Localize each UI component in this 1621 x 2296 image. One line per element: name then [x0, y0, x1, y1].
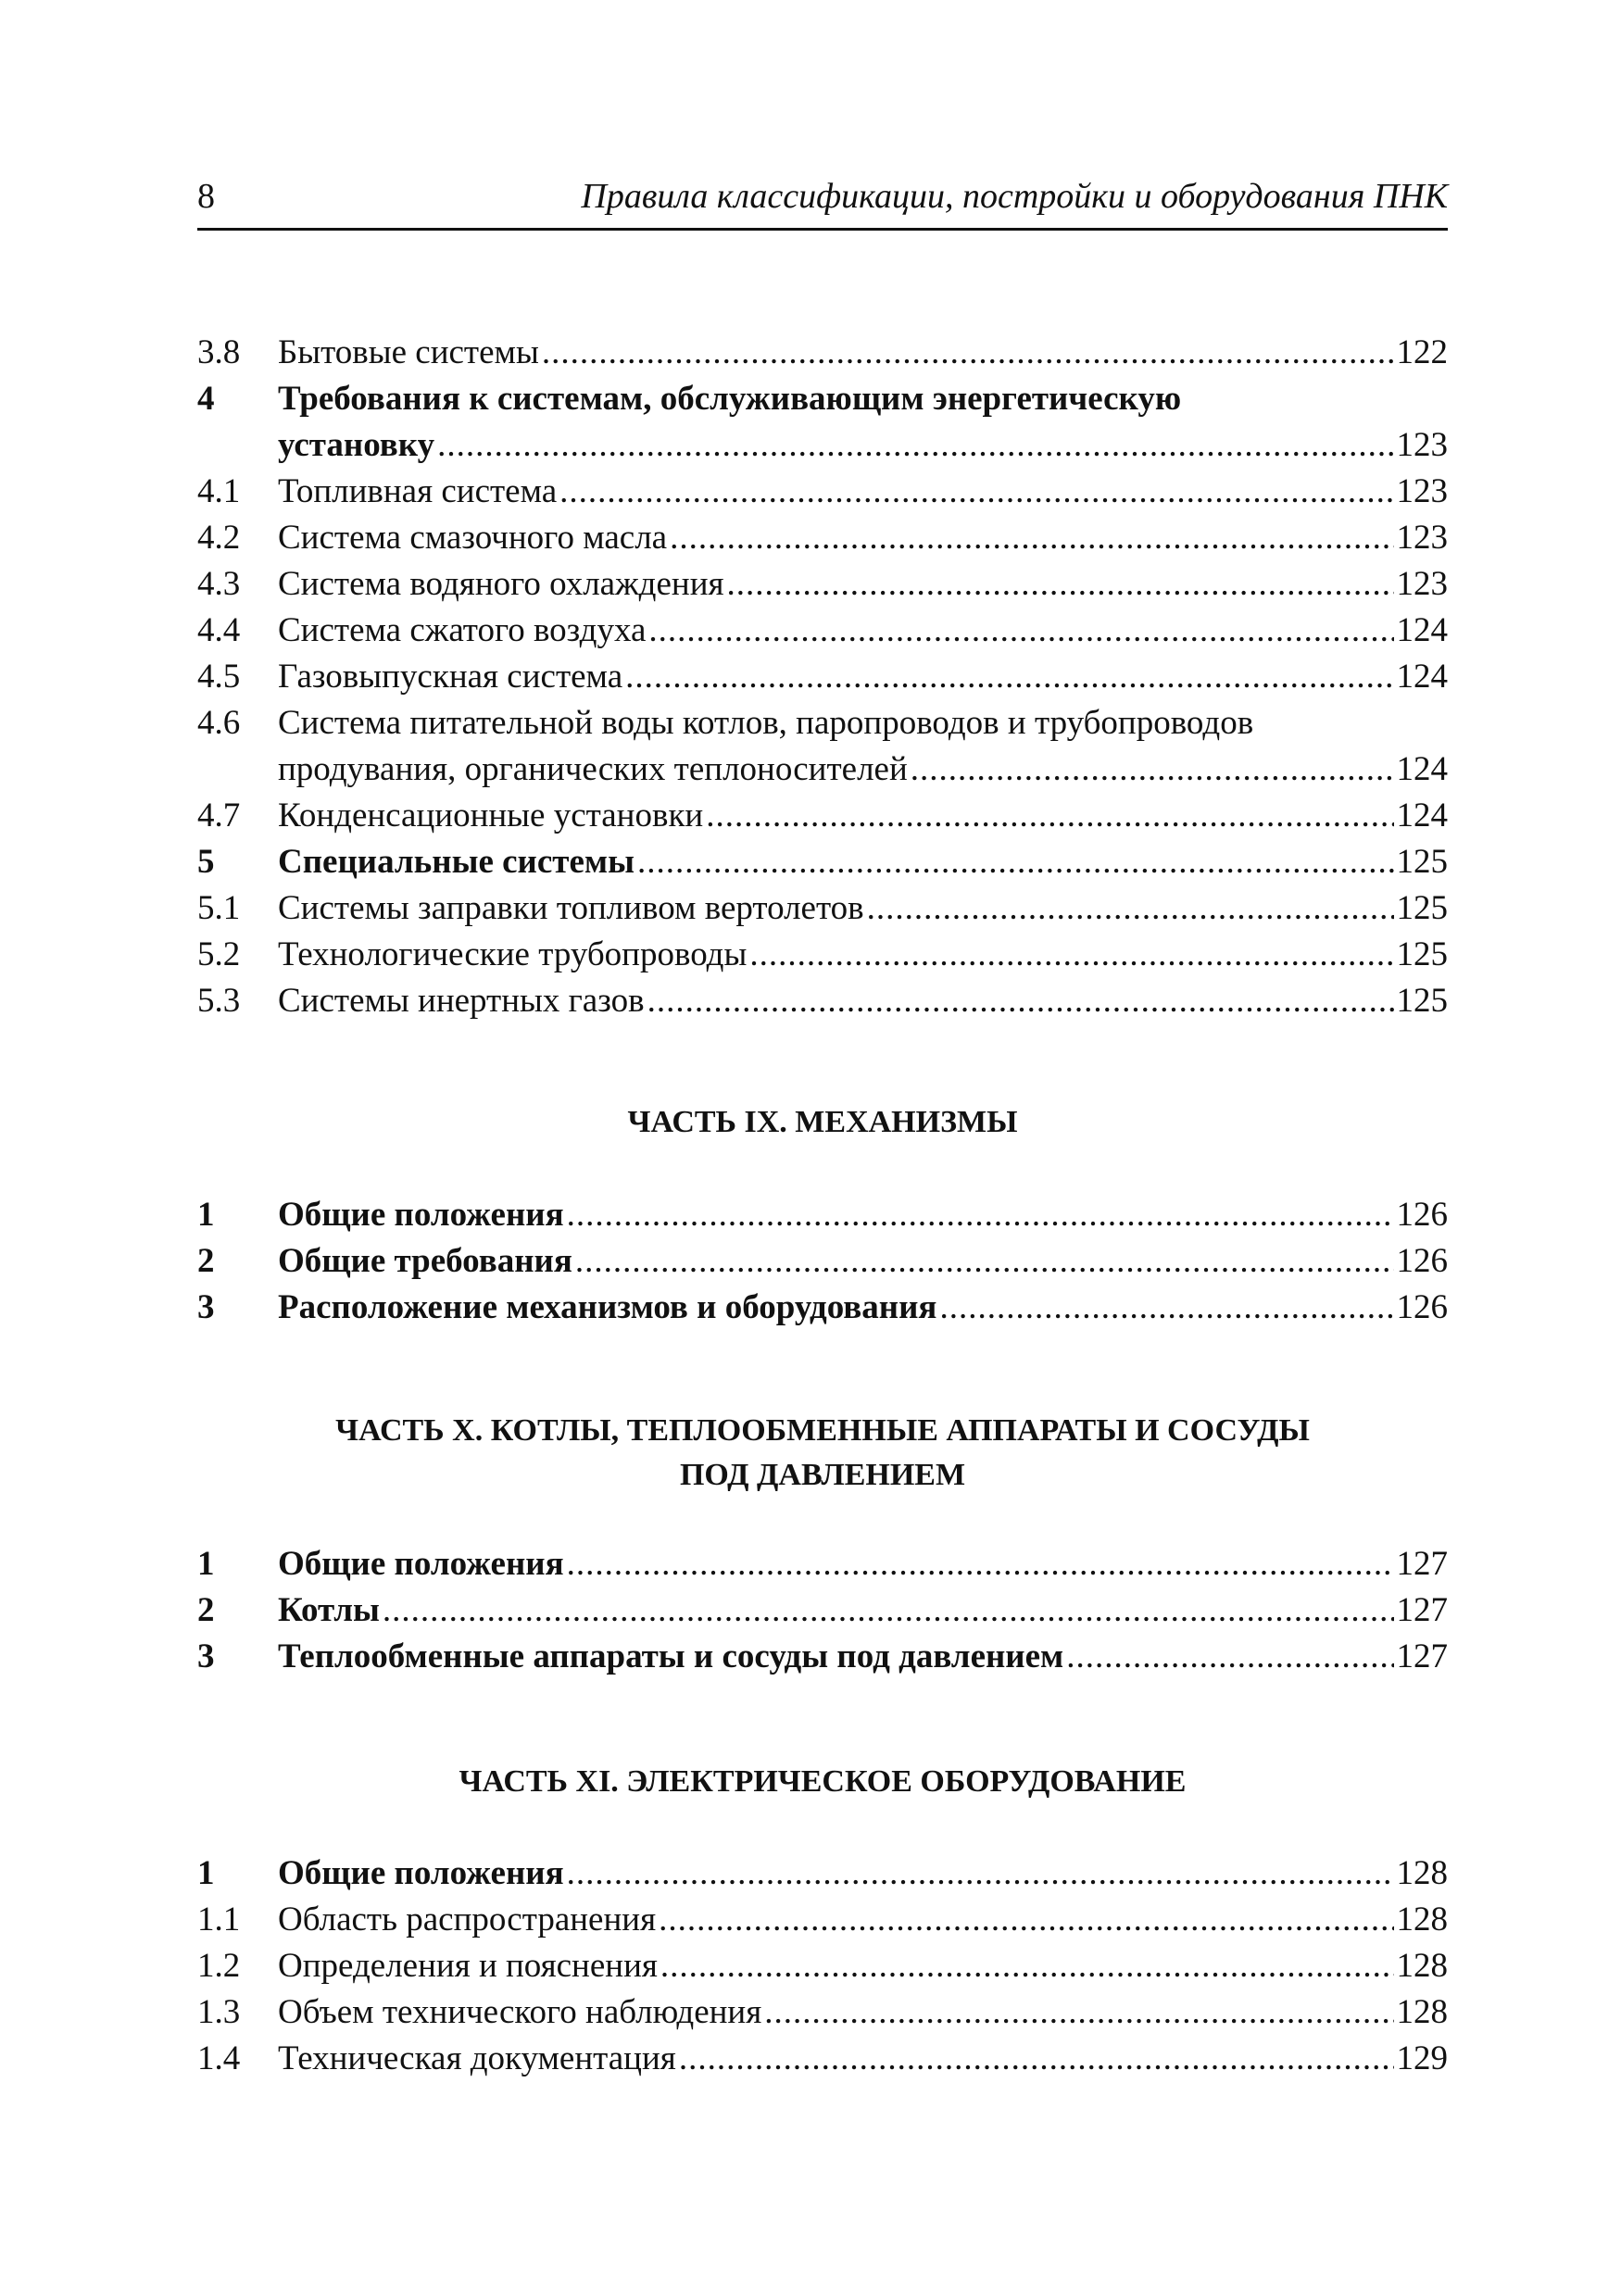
part-10-title-line2: ПОД ДАВЛЕНИЕМ [679, 1458, 966, 1492]
entry-title: Общие положения [278, 1545, 564, 1583]
leader-dots [437, 422, 1393, 469]
entry-number: 1.2 [197, 1947, 241, 1985]
entry-number: 2 [197, 1591, 215, 1629]
entry-title-line1: Система питательной воды котлов, паропроводов и трубопроводов [278, 704, 1254, 742]
entry-page: 123 [1396, 519, 1448, 557]
entry-title: Системы инертных газов [278, 982, 645, 1020]
entry-title: Система водяного охлаждения [278, 565, 724, 603]
entry-page: 123 [1396, 565, 1448, 603]
toc-entry-continuation[interactable] [197, 747, 1448, 793]
entry-number: 5.2 [197, 935, 241, 973]
leader-dots [727, 561, 1394, 608]
entry-page: 125 [1396, 889, 1448, 927]
leader-dots [659, 1897, 1393, 1943]
leader-dots [567, 1541, 1394, 1587]
entry-number: 4.1 [197, 472, 241, 510]
entry-page: 123 [1396, 472, 1448, 510]
entry-number: 5 [197, 843, 215, 881]
toc-entry[interactable] [197, 978, 1448, 1024]
toc-entry[interactable] [197, 2036, 1448, 2082]
toc-entry[interactable] [197, 1943, 1448, 1989]
entry-number: 4.2 [197, 519, 241, 557]
toc-entry[interactable] [197, 654, 1448, 700]
entry-page: 123 [1396, 426, 1448, 464]
part-9-title: ЧАСТЬ IX. МЕХАНИЗМЫ [627, 1105, 1018, 1139]
toc-block-part-9 [197, 1192, 1448, 1331]
entry-title: Система сжатого воздуха [278, 611, 647, 649]
leader-dots [559, 469, 1393, 515]
entry-page: 124 [1396, 658, 1448, 696]
entry-number: 2 [197, 1242, 215, 1280]
toc-entry[interactable] [197, 839, 1448, 885]
entry-page: 122 [1396, 333, 1448, 371]
toc-entry[interactable] [197, 793, 1448, 839]
toc-entry[interactable] [197, 469, 1448, 515]
entry-title: Теплообменные аппараты и сосуды под давлением [278, 1637, 1064, 1675]
entry-page: 126 [1396, 1242, 1448, 1280]
toc-entry[interactable] [197, 608, 1448, 654]
leader-dots [648, 608, 1393, 654]
entry-page: 128 [1396, 1854, 1448, 1892]
leader-dots [670, 515, 1393, 561]
entry-title: Техническая документация [278, 2039, 676, 2077]
entry-page: 126 [1396, 1196, 1448, 1234]
entry-page: 128 [1396, 1993, 1448, 2031]
entry-page: 127 [1396, 1591, 1448, 1629]
entry-title: Система смазочного масла [278, 519, 668, 557]
leader-dots [749, 932, 1393, 978]
leader-dots [764, 1989, 1393, 2036]
leader-dots [647, 978, 1394, 1024]
toc-entry[interactable] [197, 515, 1448, 561]
entry-number: 1.3 [197, 1993, 241, 2031]
entry-number: 1 [197, 1545, 215, 1583]
toc-entry[interactable] [197, 330, 1448, 376]
entry-number: 1 [197, 1854, 215, 1892]
entry-title: Специальные системы [278, 843, 635, 881]
entry-title: Газовыпускная система [278, 658, 623, 696]
entry-page: 126 [1396, 1288, 1448, 1326]
leader-dots [679, 2036, 1394, 2082]
entry-title: Топливная система [278, 472, 558, 510]
toc-entry-multiline[interactable] [197, 376, 1448, 422]
entry-number: 3 [197, 1288, 215, 1326]
entry-title: Общие положения [278, 1196, 564, 1234]
entry-title-line1: Требования к системам, обслуживающим энергетическую [278, 380, 1182, 418]
toc-entry[interactable] [197, 1285, 1448, 1331]
leader-dots [575, 1238, 1394, 1285]
toc-entry[interactable] [197, 932, 1448, 978]
leader-dots [1066, 1634, 1393, 1680]
entry-title: Конденсационные установки [278, 797, 704, 834]
toc-entry[interactable] [197, 885, 1448, 932]
entry-number: 1 [197, 1196, 215, 1234]
entry-page: 128 [1396, 1901, 1448, 1938]
toc-block-systems [197, 330, 1448, 1024]
toc-block-part-10 [197, 1541, 1448, 1680]
entry-title: Бытовые системы [278, 333, 539, 371]
part-11-title: ЧАСТЬ XI. ЭЛЕКТРИЧЕСКОЕ ОБОРУДОВАНИЕ [459, 1764, 1187, 1799]
entry-number: 4.3 [197, 565, 241, 603]
entry-number: 4.4 [197, 611, 241, 649]
leader-dots [911, 747, 1394, 793]
toc-entry-multiline[interactable] [197, 700, 1448, 747]
toc-entry[interactable] [197, 1587, 1448, 1634]
page-number: 8 [197, 177, 215, 216]
leader-dots [567, 1851, 1394, 1897]
entry-page: 124 [1396, 797, 1448, 834]
entry-page: 129 [1396, 2039, 1448, 2077]
entry-title: Объем технического наблюдения [278, 1993, 762, 2031]
toc-entry[interactable] [197, 1238, 1448, 1285]
leader-dots [706, 793, 1393, 839]
toc-entry[interactable] [197, 1192, 1448, 1238]
entry-page: 128 [1396, 1947, 1448, 1985]
entry-title: Общие требования [278, 1242, 572, 1280]
entry-page: 125 [1396, 843, 1448, 881]
entry-page: 124 [1396, 611, 1448, 649]
page-header [197, 176, 1448, 231]
entry-title: Расположение механизмов и оборудования [278, 1288, 937, 1326]
leader-dots [567, 1192, 1394, 1238]
leader-dots [867, 885, 1394, 932]
toc-entry[interactable] [197, 1897, 1448, 1943]
entry-title: Технологические трубопроводы [278, 935, 748, 973]
entry-page: 127 [1396, 1545, 1448, 1583]
entry-title: Определения и пояснения [278, 1947, 658, 1985]
entry-number: 5.3 [197, 982, 241, 1020]
entry-number: 4.7 [197, 797, 241, 834]
entry-number: 1.1 [197, 1901, 241, 1938]
leader-dots [383, 1587, 1394, 1634]
leader-dots [939, 1285, 1393, 1331]
entry-number: 1.4 [197, 2039, 241, 2077]
entry-number: 4 [197, 380, 215, 418]
entry-number: 3.8 [197, 333, 241, 371]
leader-dots [625, 654, 1393, 700]
entry-title: продувания, органических теплоносителей [278, 750, 908, 788]
leader-dots [660, 1943, 1394, 1989]
toc-entry-continuation[interactable] [197, 422, 1448, 469]
entry-title: Системы заправки топливом вертолетов [278, 889, 864, 927]
entry-number: 3 [197, 1637, 215, 1675]
part-10-title-line1: ЧАСТЬ X. КОТЛЫ, ТЕПЛООБМЕННЫЕ АППАРАТЫ И СОСУДЫ [335, 1413, 1310, 1448]
entry-title: Котлы [278, 1591, 380, 1629]
toc-entry[interactable] [197, 1634, 1448, 1680]
leader-dots [637, 839, 1394, 885]
running-title: Правила классификации, постройки и оборудования ПНК [581, 177, 1448, 216]
part-10-title [197, 1409, 1448, 1498]
entry-number: 4.5 [197, 658, 241, 696]
toc-entry[interactable] [197, 1851, 1448, 1897]
leader-dots [542, 330, 1394, 376]
entry-number: 4.6 [197, 704, 241, 742]
toc-entry[interactable] [197, 561, 1448, 608]
entry-title: установку [278, 426, 435, 464]
entry-title: Область распространения [278, 1901, 657, 1938]
toc-entry[interactable] [197, 1989, 1448, 2036]
entry-title: Общие положения [278, 1854, 564, 1892]
entry-page: 127 [1396, 1637, 1448, 1675]
entry-page: 125 [1396, 982, 1448, 1020]
entry-page: 125 [1396, 935, 1448, 973]
toc-block-part-11 [197, 1851, 1448, 2082]
entry-number: 5.1 [197, 889, 241, 927]
entry-page: 124 [1396, 750, 1448, 788]
toc-entry[interactable] [197, 1541, 1448, 1587]
